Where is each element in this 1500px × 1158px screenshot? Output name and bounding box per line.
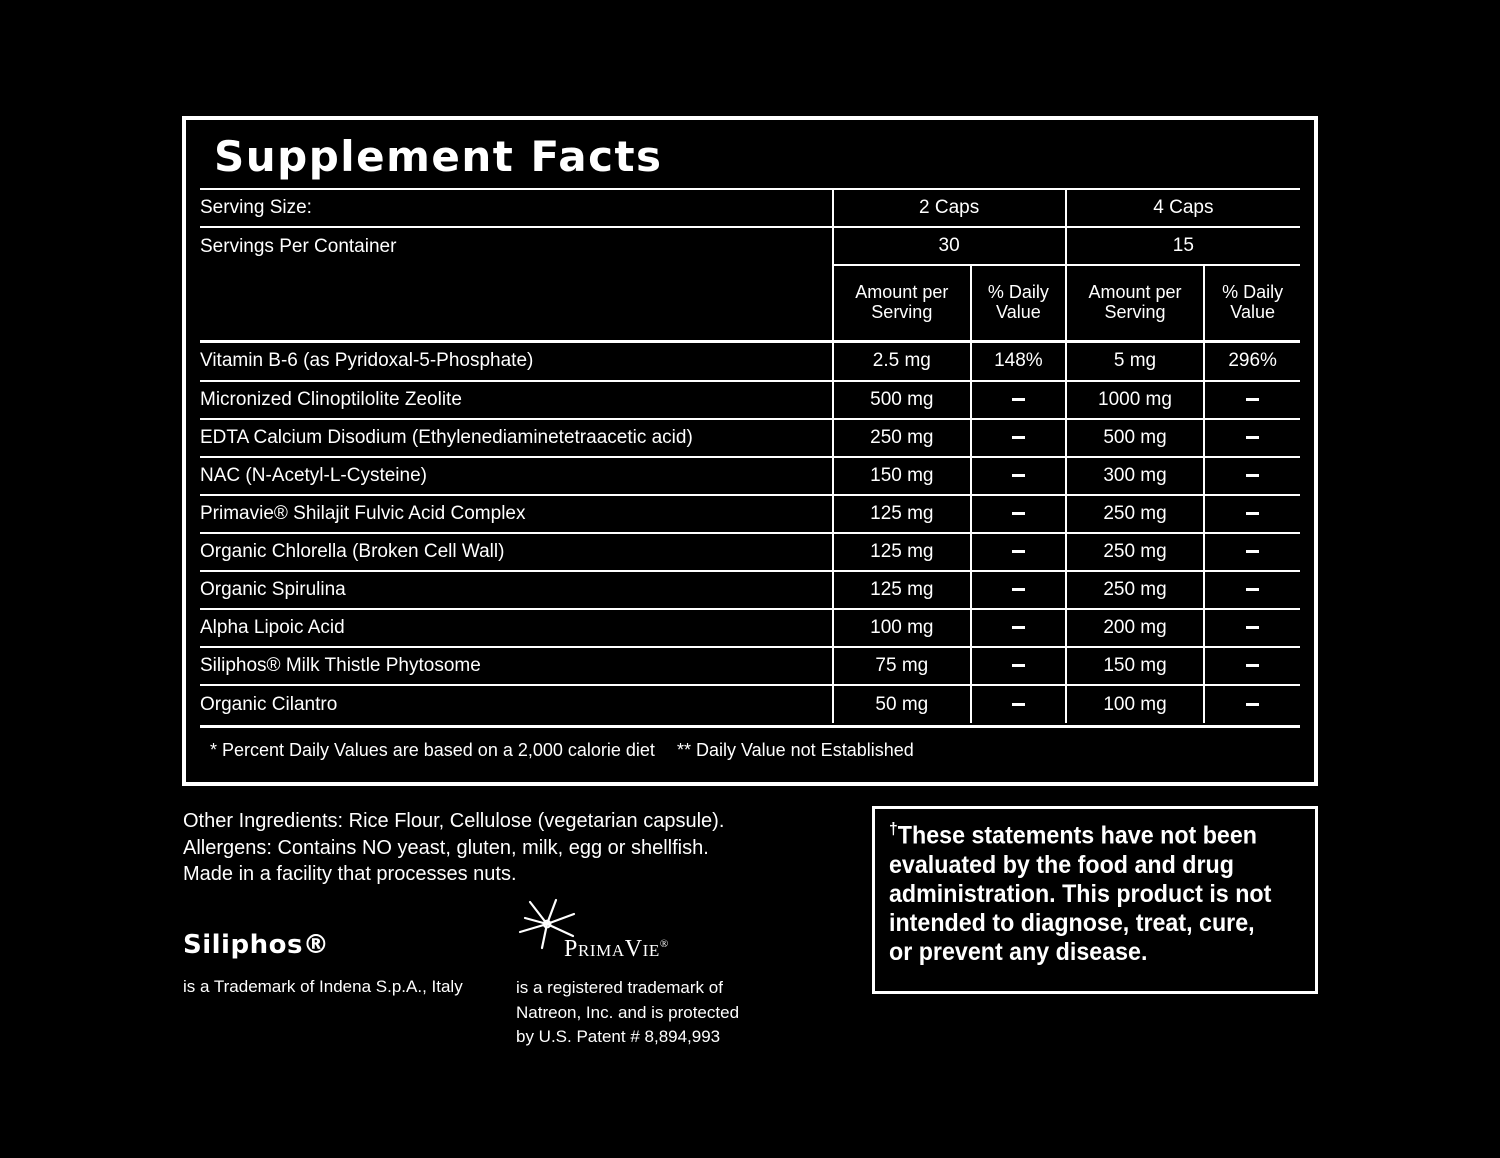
servings-per-container-value-col1: 30 bbox=[833, 227, 1066, 265]
footnote bbox=[200, 728, 1300, 761]
ingredient-dv-4caps bbox=[1204, 609, 1300, 647]
ingredient-amount-4caps: 500 mg bbox=[1066, 419, 1205, 457]
ingredient-amount-2caps: 125 mg bbox=[833, 571, 972, 609]
registered-mark-icon: ® bbox=[659, 938, 669, 950]
ingredient-amount-2caps: 75 mg bbox=[833, 647, 972, 685]
ingredient-amount-2caps: 125 mg bbox=[833, 533, 972, 571]
dash-mark bbox=[1246, 512, 1259, 515]
dash-mark bbox=[1012, 398, 1025, 401]
ingredient-name: Micronized Clinoptilolite Zeolite bbox=[200, 389, 462, 410]
table-row bbox=[200, 609, 1300, 647]
allergens-line: Allergens: Contains NO yeast, gluten, milk, egg or shellfish. bbox=[183, 836, 709, 859]
daily-value-line2: Value bbox=[1230, 301, 1275, 322]
ingredient-amount-2caps: 150 mg bbox=[833, 457, 972, 495]
ingredient-dv-2caps bbox=[971, 457, 1066, 495]
ingredient-dv-2caps bbox=[971, 533, 1066, 571]
other-ingredients-block bbox=[183, 808, 843, 888]
fda-disclaimer-text bbox=[889, 819, 1274, 968]
dash-mark bbox=[1246, 550, 1259, 553]
column-header-amount-per-serving-2 bbox=[1066, 265, 1205, 341]
dash-mark bbox=[1012, 588, 1025, 591]
ingredient-dv-2caps: 148% bbox=[971, 341, 1066, 381]
ingredient-dv-2caps bbox=[971, 647, 1066, 685]
ingredient-amount-2caps: 250 mg bbox=[833, 419, 972, 457]
primavie-trademark-text bbox=[516, 976, 876, 1050]
ingredient-amount-2caps: 500 mg bbox=[833, 381, 972, 419]
table-row-servings-per-container bbox=[200, 227, 1300, 265]
ingredient-amount-4caps: 200 mg bbox=[1066, 609, 1205, 647]
ingredient-dv-4caps bbox=[1204, 457, 1300, 495]
amount-per-serving-line2: Serving bbox=[871, 301, 933, 322]
table-row-serving-size bbox=[200, 189, 1300, 227]
dash-mark bbox=[1012, 474, 1025, 477]
ingredient-dv-4caps: 296% bbox=[1204, 341, 1300, 381]
ingredient-dv-4caps bbox=[1204, 685, 1300, 723]
ingredient-dv-4caps bbox=[1204, 533, 1300, 571]
dash-mark bbox=[1012, 436, 1025, 439]
dash-mark bbox=[1246, 474, 1259, 477]
ingredient-dv-2caps bbox=[971, 381, 1066, 419]
table-row bbox=[200, 419, 1300, 457]
dash-mark bbox=[1246, 436, 1259, 439]
footnote-primary: * Percent Daily Values are based on a 2,000 calorie diet bbox=[210, 740, 655, 760]
ingredient-dv-2caps bbox=[971, 685, 1066, 723]
table-row bbox=[200, 381, 1300, 419]
siliphos-wordmark: Siliphos® bbox=[183, 930, 330, 960]
amount-per-serving-line1: Amount per bbox=[855, 282, 949, 303]
siliphos-trademark-text: is a Trademark of Indena S.p.A., Italy bbox=[183, 977, 463, 996]
dash-mark bbox=[1012, 626, 1025, 629]
daily-value-line2: Value bbox=[996, 301, 1041, 322]
ingredient-amount-4caps: 100 mg bbox=[1066, 685, 1205, 723]
dash-mark bbox=[1246, 588, 1259, 591]
daily-value-line1: % Daily bbox=[1222, 282, 1284, 303]
other-ingredients-line: Other Ingredients: Rice Flour, Cellulose (vegetarian capsule). bbox=[183, 810, 725, 832]
ingredient-name: NAC (N-Acetyl-L-Cysteine) bbox=[200, 465, 427, 486]
ingredient-amount-4caps: 250 mg bbox=[1066, 571, 1205, 609]
dash-mark bbox=[1012, 703, 1025, 706]
table-row bbox=[200, 647, 1300, 685]
table-row bbox=[200, 341, 1300, 381]
ingredient-amount-2caps: 2.5 mg bbox=[833, 341, 972, 381]
primavie-wordmark-text: PrimaVie bbox=[564, 936, 660, 962]
dash-mark bbox=[1012, 664, 1025, 667]
dash-mark bbox=[1012, 550, 1025, 553]
table-row bbox=[200, 685, 1300, 723]
dash-mark bbox=[1246, 398, 1259, 401]
primavie-trademark-line2: Natreon, Inc. and is protected bbox=[516, 1002, 740, 1022]
table-row bbox=[200, 457, 1300, 495]
ingredient-name: Organic Chlorella (Broken Cell Wall) bbox=[200, 541, 505, 562]
supplement-facts-panel bbox=[182, 116, 1318, 786]
serving-size-value-col2: 4 Caps bbox=[1066, 189, 1300, 227]
facility-line: Made in a facility that processes nuts. bbox=[183, 863, 517, 886]
ingredient-amount-4caps: 250 mg bbox=[1066, 533, 1205, 571]
ingredient-name: EDTA Calcium Disodium (Ethylenediaminetetraacetic acid) bbox=[200, 427, 693, 448]
fda-disclaimer-body: These statements have not been evaluated by the food and drug administration. This product is not intended to diagnose, treat, cure, or prevent any disease. bbox=[889, 821, 1272, 967]
servings-per-container-value-col2: 15 bbox=[1066, 227, 1300, 265]
ingredient-dv-4caps bbox=[1204, 647, 1300, 685]
column-header-daily-value-2 bbox=[1204, 265, 1300, 341]
ingredient-dv-2caps bbox=[971, 609, 1066, 647]
ingredient-name: Siliphos® Milk Thistle Phytosome bbox=[200, 655, 481, 676]
primavie-trademark-line3: by U.S. Patent # 8,894,993 bbox=[516, 1027, 721, 1047]
table-row bbox=[200, 533, 1300, 571]
ingredient-dv-2caps bbox=[971, 419, 1066, 457]
primavie-trademark-line1: is a registered trademark of bbox=[516, 978, 723, 997]
ingredient-amount-2caps: 100 mg bbox=[833, 609, 972, 647]
ingredient-amount-4caps: 5 mg bbox=[1066, 341, 1205, 381]
footnote-separator bbox=[200, 725, 1300, 761]
column-header-daily-value-1 bbox=[971, 265, 1066, 341]
serving-size-label: Serving Size: bbox=[200, 197, 312, 218]
ingredient-name: Vitamin B-6 (as Pyridoxal-5-Phosphate) bbox=[200, 350, 534, 372]
servings-per-container-label: Servings Per Container bbox=[200, 236, 397, 257]
ingredient-amount-4caps: 150 mg bbox=[1066, 647, 1205, 685]
dash-mark bbox=[1246, 626, 1259, 629]
dash-mark bbox=[1246, 664, 1259, 667]
table-row bbox=[200, 495, 1300, 533]
daily-value-line1: % Daily bbox=[987, 282, 1049, 303]
ingredient-amount-4caps: 250 mg bbox=[1066, 495, 1205, 533]
ingredient-amount-2caps: 50 mg bbox=[833, 685, 972, 723]
ingredient-dv-4caps bbox=[1204, 381, 1300, 419]
supplement-facts-table bbox=[200, 188, 1300, 723]
footnote-secondary: ** Daily Value not Established bbox=[676, 740, 914, 760]
column-header-amount-per-serving-1 bbox=[833, 265, 972, 341]
amount-per-serving-line2: Serving bbox=[1104, 301, 1166, 322]
ingredient-dv-4caps bbox=[1204, 419, 1300, 457]
dash-mark bbox=[1012, 512, 1025, 515]
ingredient-dv-2caps bbox=[971, 495, 1066, 533]
amount-per-serving-line1: Amount per bbox=[1088, 282, 1182, 303]
ingredient-dv-4caps bbox=[1204, 571, 1300, 609]
ingredient-name: Primavie® Shilajit Fulvic Acid Complex bbox=[200, 503, 526, 524]
dash-mark bbox=[1246, 703, 1259, 706]
page-title: Supplement Facts bbox=[214, 132, 663, 181]
fda-disclaimer-box bbox=[872, 806, 1318, 994]
primavie-trademark-block bbox=[516, 898, 876, 1050]
ingredient-name: Alpha Lipoic Acid bbox=[200, 617, 345, 638]
table-row bbox=[200, 571, 1300, 609]
ingredient-amount-4caps: 300 mg bbox=[1066, 457, 1205, 495]
primavie-wordmark bbox=[564, 936, 669, 963]
ingredient-name: Organic Spirulina bbox=[200, 579, 346, 600]
dagger-icon: † bbox=[889, 819, 898, 838]
primavie-logo bbox=[516, 898, 736, 970]
ingredient-amount-2caps: 125 mg bbox=[833, 495, 972, 533]
ingredient-dv-2caps bbox=[971, 571, 1066, 609]
ingredient-name: Organic Cilantro bbox=[200, 693, 338, 715]
ingredient-amount-4caps: 1000 mg bbox=[1066, 381, 1205, 419]
siliphos-trademark-block bbox=[183, 930, 543, 997]
serving-size-value-col1: 2 Caps bbox=[833, 189, 1066, 227]
ingredient-dv-4caps bbox=[1204, 495, 1300, 533]
